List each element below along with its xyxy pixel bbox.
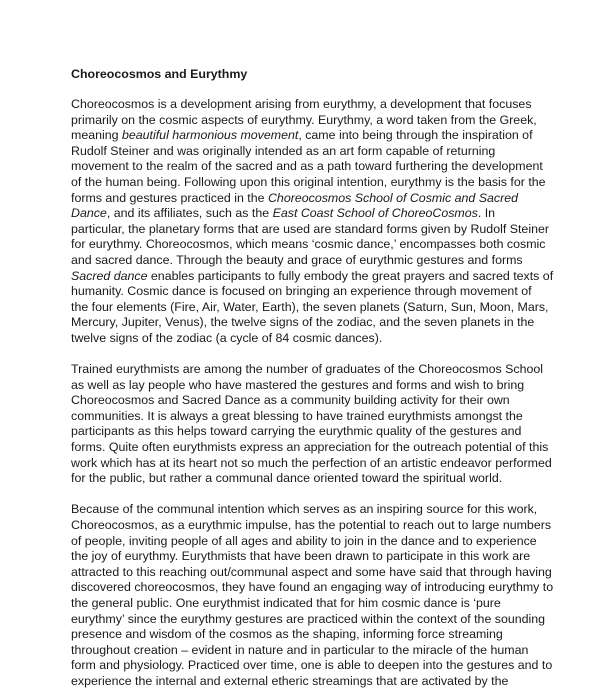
text-line: [71, 253, 541, 269]
text-line: [71, 97, 541, 113]
text-run: for the public, but rather a communal dance oriented toward the spiritual world.: [71, 471, 503, 486]
text-run: Choreocosmos and Sacred Dance as a community building activity for their own: [71, 393, 510, 408]
text-run: Rudolf Steiner and was originally intended as an art form capable of returning: [71, 143, 496, 158]
text-run: eurythmy’ since the eurythmy gestures are practiced within the context of the sounding: [71, 611, 546, 626]
text-run: . In: [477, 206, 496, 221]
text-line: [71, 362, 544, 378]
text-run: particular, the planetary forms that are used are standard forms given by Rudolf Steiner: [71, 221, 549, 236]
text-run: of people, inviting people of all ages and ability to join in the dance and to experience: [71, 533, 537, 548]
text-run: , and its affiliates, such as the: [106, 206, 273, 221]
text-run: primarily on the cosmic aspects of eurythmy. Eurythmy, a word taken from the Greek,: [71, 112, 537, 127]
text-line: [71, 174, 546, 191]
text-run: movement to the realm of the sacred and as a path toward furthering the development: [71, 159, 543, 174]
document-page: [71, 66, 554, 690]
text-run: discovered choreocosmos, they have found an engaging way of introducing eurythmy to: [71, 580, 554, 595]
text-line: [71, 627, 541, 643]
paragraph-gap: [71, 487, 541, 503]
text-run: for eurythmy. Choreocosmos, which means ‘cosmic dance,’ encompasses both cosmic: [71, 237, 546, 252]
text-line: [71, 518, 552, 534]
text-run: form and physiology. Practiced over time, one is able to deepen into the gestures and to: [71, 658, 553, 673]
text-run: the joy of eurythmy. Eurythmists that have been drawn to participate in this work are: [71, 549, 531, 564]
text-run: communities. It is always a great blessing to have trained eurythmists amongst the: [71, 408, 523, 423]
text-line: [71, 128, 541, 144]
text-run: , came into being through the inspiration of: [298, 128, 533, 143]
text-run: Trained eurythmists are among the number of graduates of the Choreocosmos School: [71, 362, 544, 377]
text-line: [71, 580, 554, 596]
text-line: [71, 596, 541, 612]
paragraph: [71, 362, 552, 487]
text-line: [71, 331, 541, 347]
text-run: as well as lay people who have mastered the gestures and forms and wish to bring: [71, 377, 525, 392]
paragraph: [71, 502, 554, 689]
text-run: meaning: [71, 128, 122, 143]
text-line: [71, 409, 541, 425]
text-line: [71, 534, 541, 550]
text-line: [71, 206, 541, 222]
text-line: [71, 455, 552, 472]
text-run: and sacred dance. Through the beauty and grace of eurythmic gestures and forms: [71, 252, 523, 267]
text-run: Because of the communal intention which serves as an inspiring source for this work,: [71, 502, 538, 517]
text-run: Choreocosmos is a development arising from eurythmy, a development that focuses: [71, 97, 532, 111]
text-line: [71, 471, 541, 487]
text-run: forms. Quite often eurythmists express an appreciation for the outreach potential of this: [71, 440, 549, 455]
text-run: experience the internal and external etheric streamings that are activated by the: [71, 673, 509, 688]
text-run: humanity. Cosmic dance is focused on bringing an experience through movement of: [71, 284, 532, 299]
paragraph: [71, 97, 554, 347]
italic-text: East Coast School of ChoreoCosmos: [272, 206, 478, 221]
italic-text: beautiful harmonious movement: [121, 128, 299, 143]
text-line: [71, 658, 553, 674]
text-run: Choreocosmos, as a eurythmic impulse, has the potential to reach out to large numbers: [71, 518, 552, 533]
text-run: twelve signs of the zodiac (a cycle of 84 cosmic dances).: [71, 330, 383, 345]
text-run: enables participants to fully embody the great prayers and sacred texts of: [147, 268, 554, 283]
text-run: throughout creation – evident in nature and in particular to the miracle of the human: [71, 642, 529, 657]
text-run: presence and wisdom of the cosmos as the shaping, informing force streaming: [71, 627, 503, 642]
text-line: [71, 440, 549, 456]
text-line: [71, 221, 549, 238]
text-line: [71, 315, 541, 331]
text-line: [71, 191, 541, 207]
text-run: participants as this helps toward carrying the eurythmic quality of the gestures and: [71, 424, 522, 439]
italic-text: Choreocosmos School of Cosmic and Sacred: [267, 190, 518, 205]
italic-text: Sacred dance: [71, 268, 148, 283]
text-line: [71, 424, 541, 440]
text-line: [71, 299, 549, 316]
text-line: [71, 378, 541, 394]
text-line: [71, 643, 541, 659]
text-line: [71, 144, 541, 160]
text-run: Mercury, Jupiter, Venus), the twelve signs of the zodiac, and the seven planets in the: [71, 315, 535, 330]
text-line: [71, 674, 541, 690]
text-line: [71, 159, 541, 175]
text-line: [71, 564, 552, 581]
text-line: [71, 237, 546, 253]
text-line: [71, 268, 554, 285]
text-line: [71, 611, 546, 628]
document-title: Choreocosmos and Eurythmy: [71, 67, 248, 81]
text-line: [71, 113, 541, 129]
text-line: [71, 549, 541, 565]
paragraph-gap: [71, 347, 541, 363]
text-run: of the human being. Following upon this original intention, eurythmy is the basis for the: [71, 174, 546, 189]
text-line: [71, 502, 541, 518]
document-body: [71, 97, 554, 690]
text-run: the four elements (Fire, Air, Water, Earth), the seven planets (Saturn, Sun, Moon, Mars,: [71, 299, 549, 314]
text-line: [71, 393, 541, 409]
text-run: work which has at its heart not so much the perfection of an artistic endeavor performed: [71, 455, 552, 470]
text-line: [71, 284, 541, 300]
text-run: attracted to this reaching out/communal aspect and some have said that through having: [71, 564, 552, 579]
italic-text: Dance: [71, 206, 107, 221]
text-run: the general public. One eurythmist indicated that for him cosmic dance is ‘pure: [71, 596, 501, 610]
text-run: forms and gestures practiced in the: [71, 190, 268, 205]
